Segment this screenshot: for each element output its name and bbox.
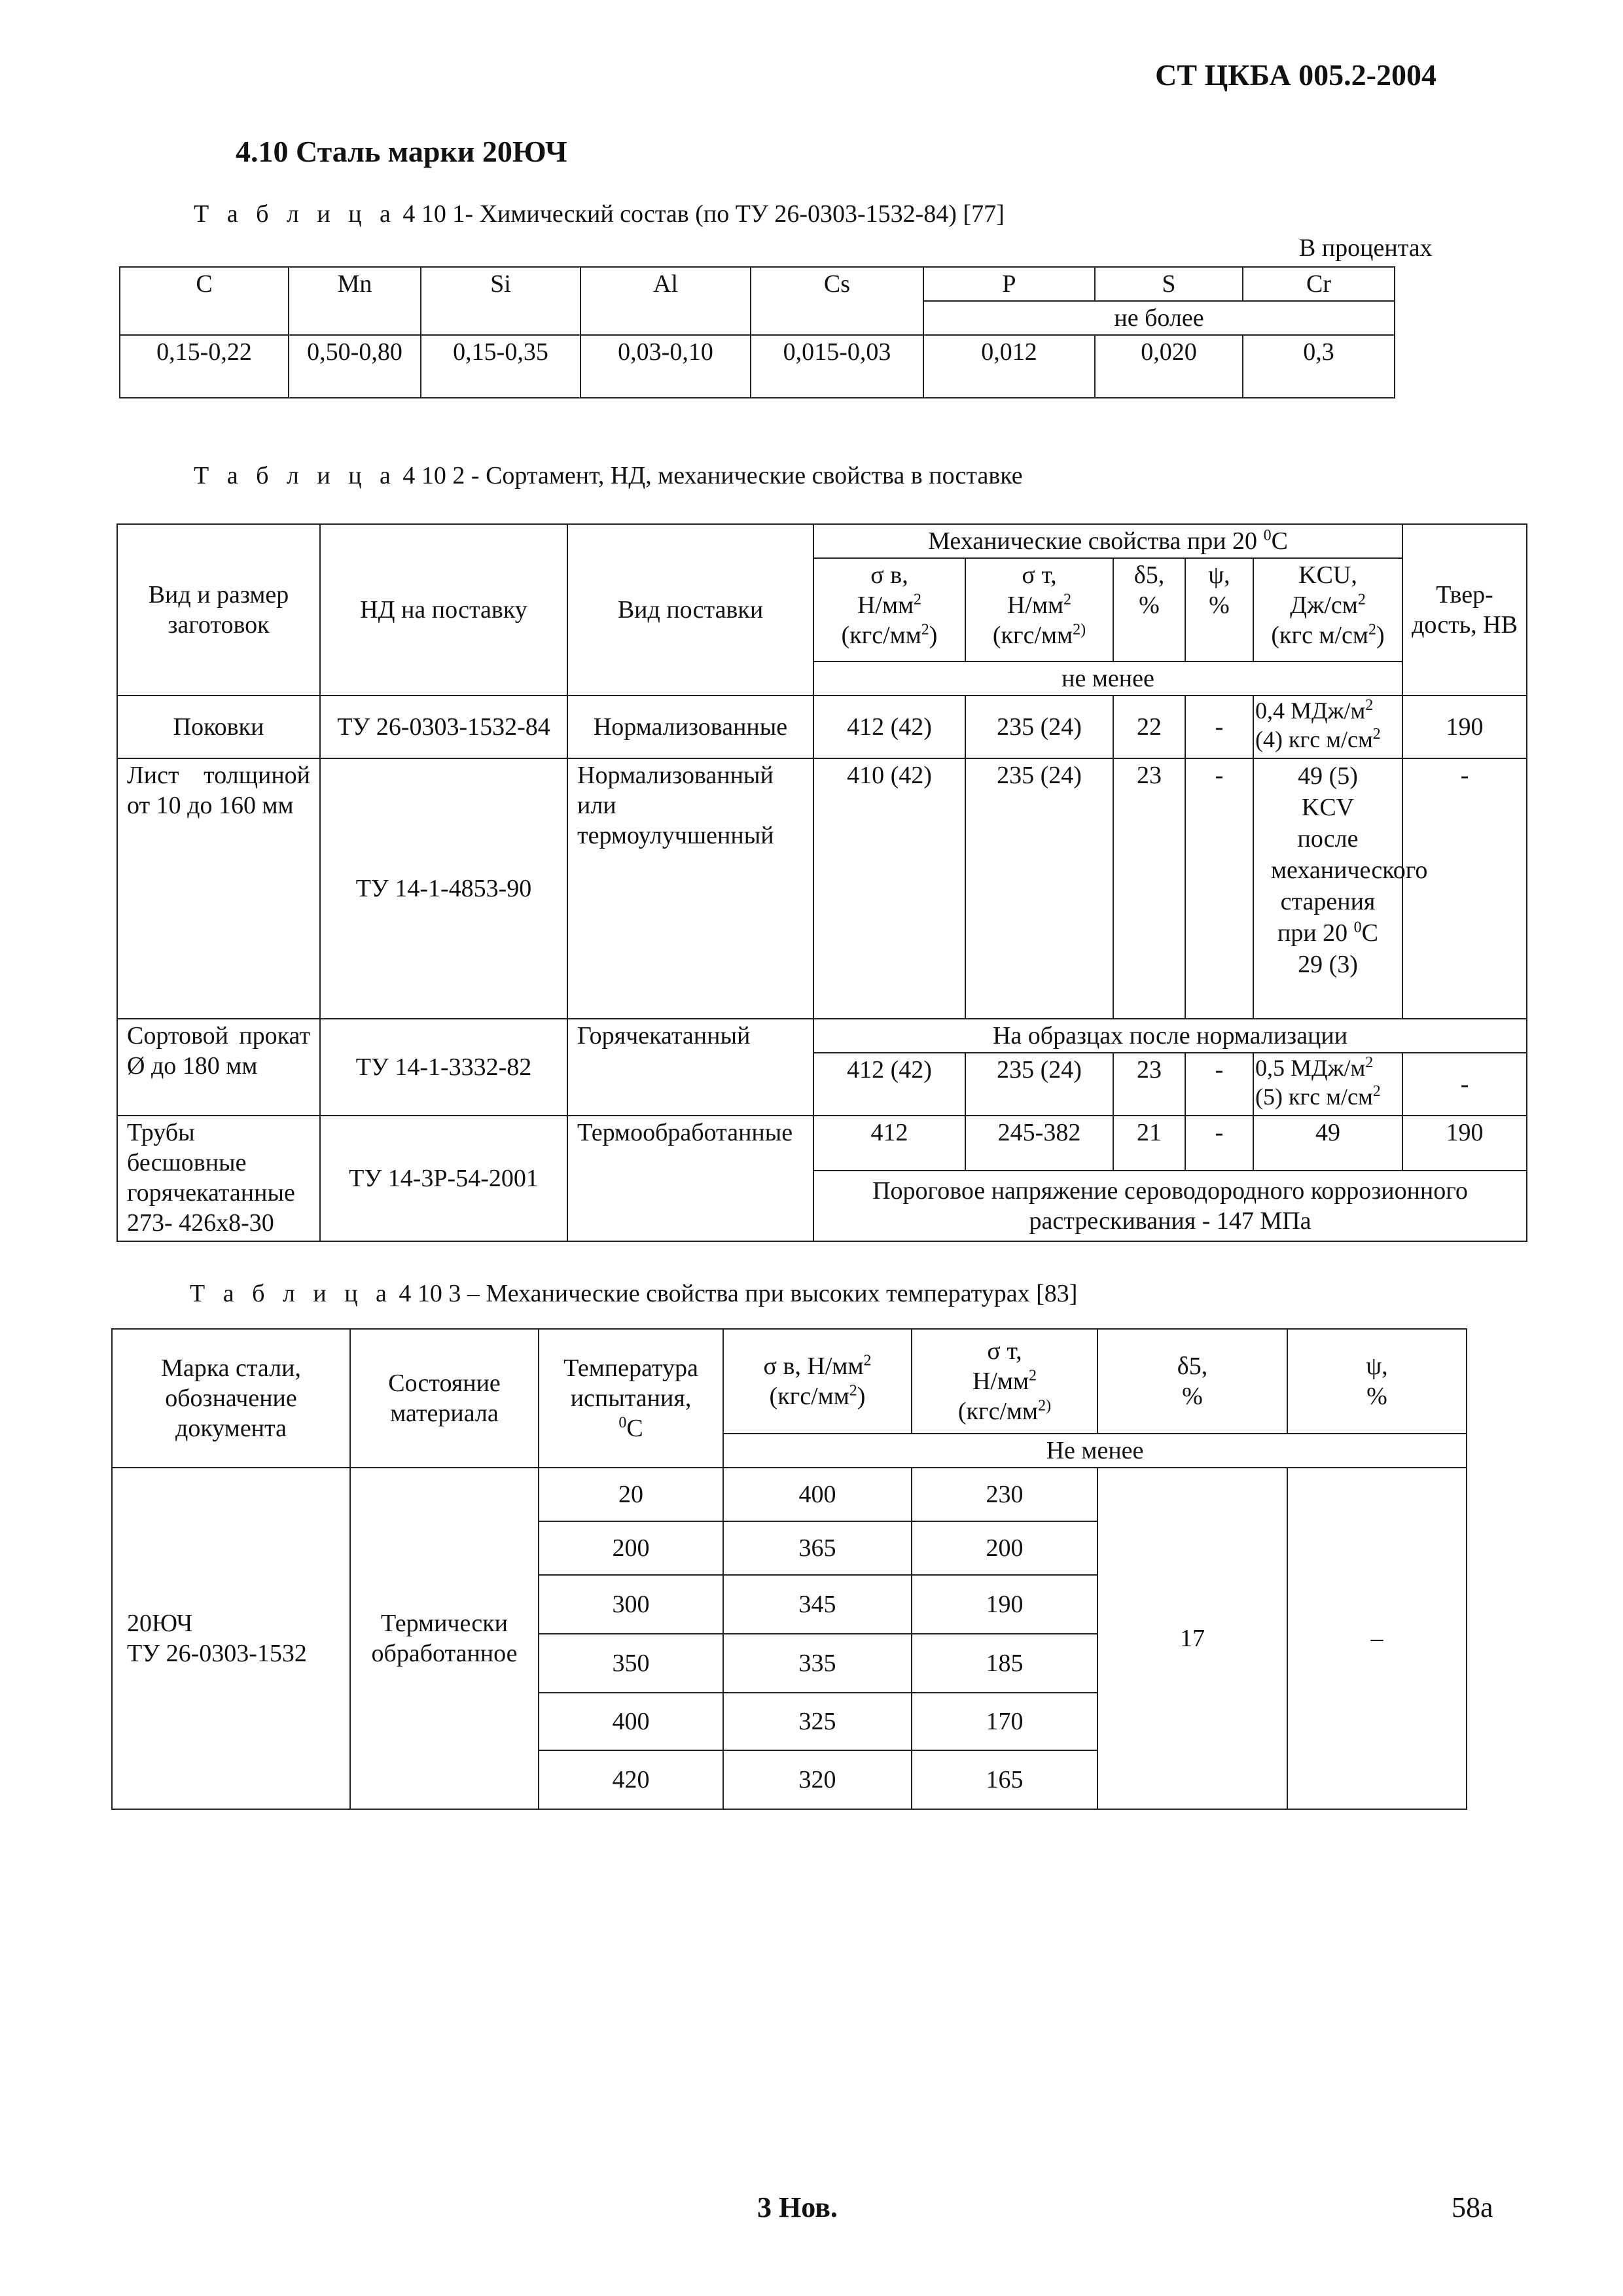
- header-cell: [965, 558, 1113, 662]
- kcv-text: 49 (5) KCV после механического старения при 20: [1271, 762, 1428, 947]
- header-cell: Марка стали, обозначение документа: [112, 1329, 350, 1468]
- sup-2: 2: [914, 591, 922, 609]
- header-cell: Mn: [289, 267, 421, 335]
- table-cell: 0,3: [1243, 335, 1395, 398]
- unit-kgs: (кгс/мм: [957, 1398, 1039, 1425]
- assortment-properties-table: [116, 523, 1527, 1242]
- table-cell: Сортовой прокат Ø до 180 мм: [117, 1019, 320, 1116]
- unit-line: [916, 1396, 1093, 1426]
- table2-caption-label: Т а б л и ц а: [194, 462, 397, 489]
- unit-line: $(кгс/мм^2)$: [769, 1382, 866, 1410]
- pct-label: %: [1182, 1383, 1203, 1410]
- psi-label: ψ,: [1208, 561, 1230, 589]
- table-cell: 170: [912, 1693, 1097, 1750]
- table-cell: Поковки: [117, 696, 320, 758]
- table-cell: [1253, 758, 1428, 1019]
- table-cell: 345: [723, 1575, 912, 1634]
- delta-label: δ5,: [1133, 561, 1165, 589]
- kcu-value: (4) кгс м/см: [1255, 726, 1373, 752]
- table-cell: [1253, 696, 1402, 758]
- table1-units: В процентах: [1299, 234, 1433, 262]
- kcu-line: [1255, 725, 1400, 754]
- header-cell: [539, 1329, 723, 1468]
- edition-footer: 3 Нов.: [757, 2191, 838, 2223]
- table-cell: [112, 1468, 350, 1809]
- table-cell: 200: [539, 1521, 723, 1575]
- degree-sup: 0: [1263, 527, 1272, 544]
- unit-line: [916, 1366, 1093, 1396]
- table-cell: 400: [539, 1693, 723, 1750]
- page-number: 58а: [1452, 2191, 1493, 2223]
- unit-kgs: (кгс/мм: [992, 622, 1073, 649]
- table1-caption: [194, 200, 1005, 228]
- header-cell: P: [923, 267, 1095, 301]
- table-cell: 165: [912, 1750, 1097, 1809]
- kcu-label: KCU,: [1298, 561, 1357, 589]
- sigma-t-label: σ т,: [1022, 561, 1057, 589]
- limit-note: не более: [923, 301, 1395, 335]
- table-cell: 200: [912, 1521, 1097, 1575]
- table-cell: 23: [1113, 1053, 1185, 1116]
- table-cell: 21: [1113, 1116, 1185, 1171]
- header-cell: не менее: [813, 662, 1402, 696]
- document-code: СТ ЦКБА 005.2-2004: [1155, 58, 1436, 92]
- table2-caption-text: 4 10 2 - Сортамент, НД, механические свойства в поставке: [402, 462, 1023, 489]
- table-cell: 0,020: [1095, 335, 1243, 398]
- table3-caption-text: 4 10 3 – Механические свойства при высоких температурах [83]: [399, 1280, 1078, 1307]
- table-cell: 410 (42): [813, 758, 965, 1019]
- sup-2: 2: [849, 1382, 857, 1400]
- unit-line: [970, 620, 1109, 650]
- table-cell: Пороговое напряжение сероводородного коррозионного растрескивания - 147 МПа: [813, 1171, 1527, 1241]
- unit-line: (кгс $м/см^2$): [1271, 621, 1385, 649]
- header-cell: [1253, 558, 1402, 662]
- header-cell: Cr: [1243, 267, 1395, 301]
- sup-2: 2: [1029, 1367, 1037, 1385]
- table-cell: –: [1287, 1468, 1467, 1809]
- sup-2: 2: [1365, 697, 1374, 714]
- header-cell: [912, 1329, 1097, 1434]
- sup-2: 2: [1368, 621, 1376, 639]
- table-cell: Лист толщиной от 10 до 160 мм: [117, 758, 320, 1019]
- header-cell: НД на поставку: [320, 524, 567, 696]
- table-cell: 235 (24): [965, 1053, 1113, 1116]
- table-cell: Горячекатанный: [567, 1019, 813, 1116]
- table-cell: 235 (24): [965, 758, 1113, 1019]
- header-cell: С: [120, 267, 289, 335]
- unit-nmm: Н/мм: [857, 592, 914, 619]
- table-cell: 412: [813, 1116, 965, 1171]
- kcu-value: (5) кгс м/см: [1255, 1084, 1373, 1110]
- header-cell: [1097, 1329, 1287, 1434]
- table-cell: -: [1402, 1053, 1527, 1116]
- unit-kgs: (кгс/мм: [769, 1383, 849, 1410]
- sup-2: 2: [863, 1352, 872, 1369]
- pct-label: %: [1139, 592, 1160, 619]
- sigma-v-label: σ в,: [870, 561, 908, 589]
- table-cell: 190: [1402, 1116, 1527, 1171]
- table3-caption-label: Т а б л и ц а: [190, 1280, 393, 1307]
- header-cell: [1287, 1329, 1467, 1434]
- chemical-composition-table: [119, 266, 1395, 398]
- header-cell: Si: [421, 267, 580, 335]
- header-cell: Вид поставки: [567, 524, 813, 696]
- sigma-v-label: σ в, Н/мм: [763, 1352, 864, 1380]
- temp-label: Температура испытания,: [563, 1354, 698, 1412]
- unit-kgs: (кгс/мм: [841, 622, 921, 649]
- grade-doc: ТУ 26-0303-1532: [127, 1640, 307, 1667]
- psi-label: ψ,: [1366, 1352, 1388, 1380]
- pct-label: %: [1366, 1383, 1387, 1410]
- table-cell: -: [1185, 1053, 1253, 1116]
- table-cell: Термообработанные: [567, 1116, 813, 1241]
- table-cell: 365: [723, 1521, 912, 1575]
- table-cell: 320: [723, 1750, 912, 1809]
- unit-line: [818, 590, 961, 620]
- table-cell: 0,015-0,03: [751, 335, 923, 398]
- table-cell: 245-382: [965, 1116, 1113, 1171]
- kcu-line: [1255, 1053, 1400, 1082]
- kcu-line: [1255, 696, 1400, 725]
- header-cell: Не менее: [723, 1434, 1467, 1468]
- sup-2: 2): [1038, 1397, 1052, 1415]
- table-cell: 0,50-0,80: [289, 335, 421, 398]
- mech-header-text: Механические свойства при 20: [928, 527, 1258, 555]
- sup-2: 2: [1372, 726, 1381, 743]
- unit-line: [1258, 590, 1398, 620]
- header-cell: [1113, 558, 1185, 662]
- header-cell: Al: [580, 267, 751, 335]
- table3-caption: [190, 1279, 1077, 1308]
- section-title: 4.10 Сталь марки 20ЮЧ: [236, 135, 567, 168]
- table-cell: 0,012: [923, 335, 1095, 398]
- unit-djcm: Дж/см: [1290, 592, 1358, 619]
- unit-nmm: Н/мм: [972, 1368, 1029, 1395]
- table-cell: 190: [912, 1575, 1097, 1634]
- header-cell: Вид и размер заготовок: [117, 524, 320, 696]
- unit-nmm: Н/мм: [1007, 592, 1064, 619]
- unit-kgsm: (кгс м/см: [1271, 622, 1368, 649]
- table-cell: ТУ 14-3Р-54-2001: [320, 1116, 567, 1241]
- unit-line: [728, 1351, 907, 1381]
- kcv-last: 29 (3): [1298, 951, 1358, 978]
- table1-caption-label: Т а б л и ц а: [194, 200, 397, 228]
- table-cell: [1253, 1053, 1402, 1116]
- table-cell: Термически обработанное: [350, 1468, 539, 1809]
- kcu-value: 0,4 МДж/м: [1255, 698, 1366, 724]
- table-cell: -: [1185, 696, 1253, 758]
- table-cell: 17: [1097, 1468, 1287, 1809]
- celsius-text: С: [626, 1415, 643, 1442]
- table-cell: -: [1185, 758, 1253, 1019]
- table-cell: ТУ 26-0303-1532-84: [320, 696, 567, 758]
- header-cell: [813, 558, 965, 662]
- table-cell: 400: [723, 1468, 912, 1521]
- kcu-value: 0,5 МДж/м: [1255, 1055, 1366, 1081]
- table-cell: 0,15-0,22: [120, 335, 289, 398]
- table-cell: Нормализованные: [567, 696, 813, 758]
- high-temperature-properties-table: [111, 1328, 1467, 1810]
- grade-name: 20ЮЧ: [127, 1610, 193, 1637]
- table-cell: Трубы бесшовные горячекатанные 273- 426х8-30: [117, 1116, 320, 1241]
- kcu-line: [1255, 1082, 1400, 1111]
- header-cell: Cs: [751, 267, 923, 335]
- table-cell: 185: [912, 1634, 1097, 1693]
- table2-caption: [194, 461, 1023, 490]
- header-cell: S: [1095, 267, 1243, 301]
- table-cell: 335: [723, 1634, 912, 1693]
- table-cell: 0,15-0,35: [421, 335, 580, 398]
- unit-line: [970, 590, 1109, 620]
- table1-caption-text: 4 10 1- Химический состав (по ТУ 26-0303-1532-84) [77]: [402, 200, 1005, 228]
- sigma-t-label: σ т,: [987, 1337, 1022, 1365]
- table-cell: 0,03-0,10: [580, 335, 751, 398]
- delta-label: δ5,: [1177, 1352, 1208, 1380]
- table-cell: ТУ 14-1-3332-82: [320, 1019, 567, 1116]
- table-cell: 20: [539, 1468, 723, 1521]
- header-cell: [1185, 558, 1253, 662]
- sup-2: 2: [1365, 1054, 1374, 1071]
- table-cell: 325: [723, 1693, 912, 1750]
- sup-2: 2: [1063, 591, 1072, 609]
- temp-unit: [543, 1413, 719, 1443]
- table-cell: 300: [539, 1575, 723, 1634]
- pct-label: %: [1209, 592, 1230, 619]
- celsius-text: С: [1271, 527, 1288, 555]
- header-cell: Состояние материала: [350, 1329, 539, 1468]
- table-cell: 350: [539, 1634, 723, 1693]
- table-cell: 230: [912, 1468, 1097, 1521]
- celsius-text: С: [1361, 919, 1379, 947]
- table-cell: 235 (24): [965, 696, 1113, 758]
- table-cell: 49: [1253, 1116, 1402, 1171]
- table-cell: Нормализованный или термоулучшенный: [567, 758, 813, 1019]
- degree-sup: 0: [618, 1414, 627, 1432]
- table-cell: 23: [1113, 758, 1185, 1019]
- table-cell: 420: [539, 1750, 723, 1809]
- sup-2: 2: [921, 621, 929, 639]
- unit-line: $(кгс/мм^2)$: [841, 621, 938, 649]
- table-cell: 412 (42): [813, 1053, 965, 1116]
- table-cell: -: [1185, 1116, 1253, 1171]
- degree-sup: 0: [1353, 919, 1362, 936]
- sup-2: 2): [1073, 621, 1086, 639]
- sup-2: 2: [1357, 591, 1366, 609]
- table-cell: 412 (42): [813, 696, 965, 758]
- header-cell: [813, 524, 1402, 558]
- table-cell: 190: [1402, 696, 1527, 758]
- table-cell: На образцах после нормализации: [813, 1019, 1527, 1053]
- header-cell: [723, 1329, 912, 1434]
- table-cell: 22: [1113, 696, 1185, 758]
- table-cell: ТУ 14-1-4853-90: [320, 758, 567, 1019]
- table-cell: -: [1402, 758, 1527, 1019]
- sup-2: 2: [1372, 1083, 1381, 1100]
- header-cell: Твер-дость, НВ: [1402, 524, 1527, 696]
